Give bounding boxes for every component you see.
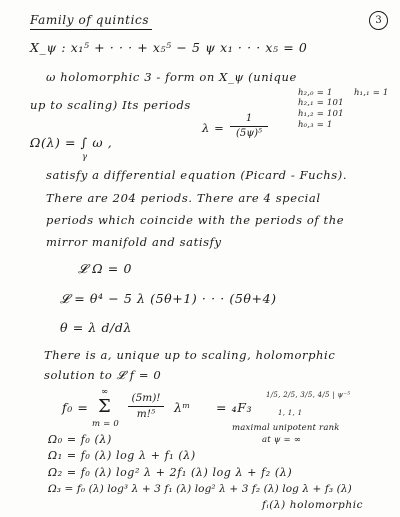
fraction-bar <box>128 406 164 407</box>
f0-lambda-power: λᵐ <box>174 400 191 415</box>
page-number: 3 <box>369 11 388 30</box>
maximal-unipotent-line-2: at ψ = ∞ <box>262 435 302 445</box>
quintic-equation: X_ψ : x₁⁵ + · · · + x₅⁵ − 5 ψ x₁ · · · x₅ = 0 <box>30 40 308 55</box>
period-omega-3: Ω₃ = f₀ (λ) log³ λ + 3 f₁ (λ) log² λ + 3 f₂ (λ) log λ + f₃ (λ) <box>48 483 352 495</box>
sum-symbol: Σ <box>98 396 111 417</box>
integral-cycle-gamma: γ <box>82 152 88 162</box>
title-underline <box>30 29 152 30</box>
hodge-h20: h₂,₀ = 1 <box>298 88 333 98</box>
eq-L-operator: 𝓛 = θ⁴ − 5 λ (5θ+1) · · · (5θ+4) <box>60 291 277 306</box>
hodge-h12: h₁,₂ = 101 <box>298 109 344 119</box>
period-omega-2: Ω₂ = f₀ (λ) log² λ + 2f₁ (λ) log λ + f₂ (λ) <box>48 466 293 479</box>
omega-definition: Ω(λ) = ∫ ω , <box>30 135 113 150</box>
period-omega-0: Ω₀ = f₀ (λ) <box>48 433 112 446</box>
hodge-h21: h₂,₁ = 101 <box>298 98 344 108</box>
text-satisfy-line-2: There are 204 periods. There are 4 special <box>46 191 321 205</box>
text-satisfy-line-1: satisfy a differential equation (Picard - Fuchs). <box>46 168 348 182</box>
f0-lhs: f₀ = <box>62 400 89 415</box>
period-omega-1: Ω₁ = f₀ (λ) log λ + f₁ (λ) <box>48 449 196 462</box>
lambda-numerator: 1 <box>245 113 253 124</box>
text-unique-line-1: There is a, unique up to scaling, holomorphic <box>44 348 336 362</box>
hypergeometric: = ₄F₃ <box>216 400 253 415</box>
page-title: Family of quintics <box>30 13 150 27</box>
f0-numerator: (5m)! <box>131 392 161 404</box>
hodge-h03: h₀,₃ = 1 <box>298 120 333 130</box>
text-omega-line-1: ω holomorphic 3 - form on X_ψ (unique <box>46 70 297 84</box>
text-satisfy-line-4: mirror manifold and satisfy <box>46 235 222 249</box>
hypergeometric-args-top: 1/5, 2/5, 3/5, 4/5 | ψ⁻⁵ <box>266 391 351 399</box>
eq-L-omega: 𝓛 Ω = 0 <box>78 261 132 276</box>
lambda-denominator: (5ψ)⁵ <box>235 128 262 139</box>
hodge-h11: h₁,₁ = 1 <box>354 88 389 98</box>
f0-denominator: m!⁵ <box>136 407 156 420</box>
lambda-fraction <box>230 114 268 139</box>
footer-note: fᵢ(λ) holomorphic <box>262 499 364 511</box>
sum-lower-limit: m = 0 <box>92 419 119 429</box>
sum-upper-limit: ∞ <box>101 387 109 397</box>
f0-fraction <box>128 393 164 419</box>
fraction-bar <box>230 126 268 127</box>
eq-theta: θ = λ d/dλ <box>60 320 132 335</box>
lambda-lhs: λ = <box>202 121 225 135</box>
text-satisfy-line-3: periods which coincide with the periods of the <box>46 213 345 227</box>
hypergeometric-args-bottom: 1, 1, 1 <box>278 409 303 417</box>
text-omega-line-2: up to scaling) Its periods <box>30 98 191 112</box>
maximal-unipotent-line-1: maximal unipotent rank <box>232 423 340 433</box>
text-unique-line-2: solution to 𝓛 f = 0 <box>44 368 162 382</box>
